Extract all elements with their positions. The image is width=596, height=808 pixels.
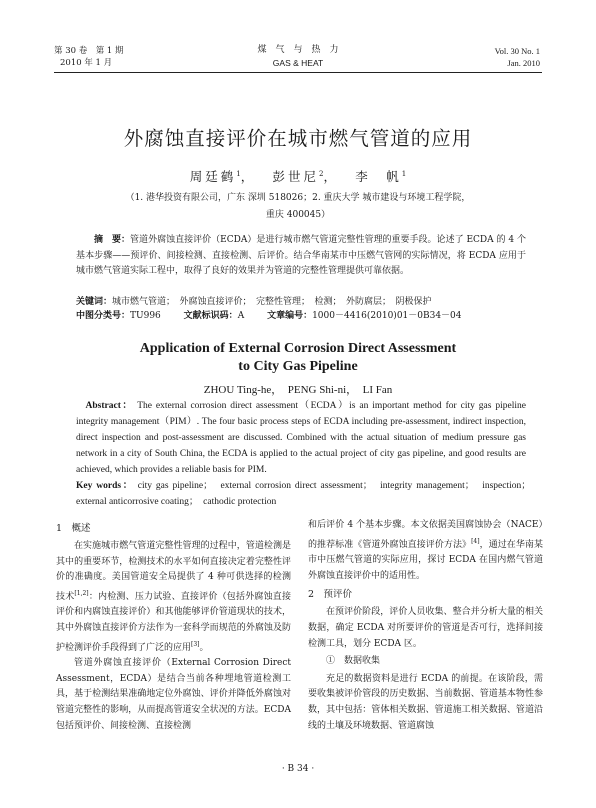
citation: [1,2] xyxy=(74,589,89,597)
doc-code-label: 文献标识码： xyxy=(183,311,238,321)
author-2: 彭世尼 xyxy=(272,169,320,184)
citation: [4] xyxy=(471,537,480,545)
affiliation-line-1: （1. 港华投资有限公司，广东 深圳 518026；2. 重庆大学 城市建设与环境工程学院， xyxy=(125,193,471,203)
body-right-column xyxy=(308,518,543,734)
keywords-en-text: city gas pipeline； external corrosion direct assessment； integrity management； inspection； external anticorrosive coating； cathodic protection xyxy=(76,481,536,507)
subsection-heading: ① 数据收集 xyxy=(326,656,381,667)
abstract-cn xyxy=(76,233,526,280)
article-id-value: 1000－4416(2010)01－0B34－04 xyxy=(312,311,462,321)
paragraph: 在预评价阶段，评价人员收集、整合并分析大量的相关数据，确定 ECDA 对所要评价的管道是否可行，选择间接检测工具，划分 ECDA 区。 xyxy=(308,607,543,649)
classification-line xyxy=(76,309,526,325)
author-1-affil: 1 xyxy=(236,169,241,178)
para-text: ，通过在华南某市中压燃气管道的实际应用，探讨 ECDA 在国内燃气管道外腐蚀直接评价中的适用性。 xyxy=(308,539,543,581)
author-3: 李 帆 xyxy=(355,169,402,184)
journal-name-en: GAS & HEAT xyxy=(272,58,324,68)
author-3-affil: 1 xyxy=(401,169,407,178)
abstract-en-label: Abstract： xyxy=(85,401,134,411)
affiliation-line-2: 重庆 400045） xyxy=(265,210,331,220)
section-1-heading: 1 概述 xyxy=(56,523,91,534)
keywords-en-label: Key words： xyxy=(76,481,134,491)
citation: [3] xyxy=(191,640,200,648)
paragraph: 管道外腐蚀直接评价（External Corrosion Direct Assessment，ECDA）是结合当前各种埋地管道检测工具，基于检测结果准确地定位外腐蚀、评价并降低外腐蚀对管道完整性的影响，从而提高管道安全状况的方法。ECDA 包括预评价、间接检测、直接检测 xyxy=(56,658,291,731)
article-id-label: 文章编号： xyxy=(267,311,313,321)
paper-title-cn: 外腐蚀直接评价在城市燃气管道的应用 xyxy=(123,127,473,150)
abstract-en-text: The external corrosion direct assessment（ECDA）is an important method for city gas pipeline integrity management（PIM）. The four basic process steps of ECDA including pre-assessment, indirect inspection, direct inspection and post-assessment are discussed. Combined with the actual situation of medium pressure gas network in a city of South China, the ECDA is applied to the actual project of city gas pipeline, and good results are achieved, which provides a reliable basis for PIM. xyxy=(76,401,526,475)
para-text: 在实施城市燃气管道完整性管理的过程中，管道检测是其中的重要环节，检测技术的水平如何直接决定着完整性评价的准确度。美国管道安全局提供了 4 种可供选择的检测技术 xyxy=(56,541,291,602)
para-text: ：内检测、压力试验、直接评价（包括外腐蚀直接评价和内腐蚀直接评价）和其他能够评价管道现状的技术，其中外腐蚀直接评价方法作为一套科学而规范的外腐蚀及防护检测评价手段得到了广泛的应用 xyxy=(56,591,291,653)
keywords-cn-label: 关键词： xyxy=(76,297,113,307)
para-text: 和后评价 4 个基本步骤。本文依据美国腐蚀协会（NACE）的推荐标准《管道外腐蚀直接评价方法》 xyxy=(308,520,543,550)
journal-volume: 第 30 卷 第 1 期 xyxy=(54,46,124,56)
journal-date-en: Jan. 2010 xyxy=(507,58,540,68)
author-2-affil: 2 xyxy=(319,169,324,178)
journal-name-cn: 煤 气 与 热 力 xyxy=(257,45,339,55)
doc-code-value: A xyxy=(237,311,245,321)
keywords-cn-text: 城市燃气管道； 外腐蚀直接评价； 完整性管理； 检测； 外防腐层； 阴极保护 xyxy=(112,297,432,307)
abstract-cn-text: 管道外腐蚀直接评价（ECDA）是进行城市燃气管道完整性管理的重要手段。论述了 ECDA 的 4 个基本步骤——预评价、间接检测、直接检测、后评价。结合华南某市中压燃气管网的实际情况，将 ECDA 应用于城市燃气管道实际工程中，取得了良好的效果并为管道的完整性管理提供可靠依据。 xyxy=(76,235,526,276)
paragraph xyxy=(308,518,543,584)
keywords-en xyxy=(76,478,536,510)
paper-title-en-line-2: to City Gas Pipeline xyxy=(238,359,358,374)
body-left-column xyxy=(56,518,291,734)
journal-date: 2010 年 1 月 xyxy=(60,58,113,68)
paper-title-en-line-1: Application of External Corrosion Direct Assessment xyxy=(139,341,457,356)
clc-label: 中图分类号： xyxy=(76,311,131,321)
journal-volume-en: Vol. 30 No. 1 xyxy=(494,46,540,56)
header-rule xyxy=(54,72,542,73)
abstract-en xyxy=(76,398,526,478)
para-text: 。 xyxy=(199,642,209,653)
section-2-heading: 2 预评价 xyxy=(308,589,353,601)
authors-en: ZHOU Ting-he， PENG Shi-ni， LI Fan xyxy=(203,384,393,396)
clc-value: TU996 xyxy=(130,311,161,321)
paragraph xyxy=(56,539,291,656)
abstract-cn-label: 摘 要： xyxy=(94,235,131,245)
paragraph: 充足的数据资料是进行 ECDA 的前提。在该阶段，需要收集被评价管段的历史数据、当前数据、管道基本物性参数，其中包括：管体相关数据、管道施工相关数据、管道沿线的土壤及环境数据、管道腐蚀 xyxy=(308,673,543,731)
author-1: 周廷鹤 xyxy=(189,169,237,184)
page-number: · B 34 · xyxy=(281,764,315,774)
authors-cn: 周廷鹤$^1$， 彭世尼$^2$， 李 帆$^1$ xyxy=(189,169,407,184)
